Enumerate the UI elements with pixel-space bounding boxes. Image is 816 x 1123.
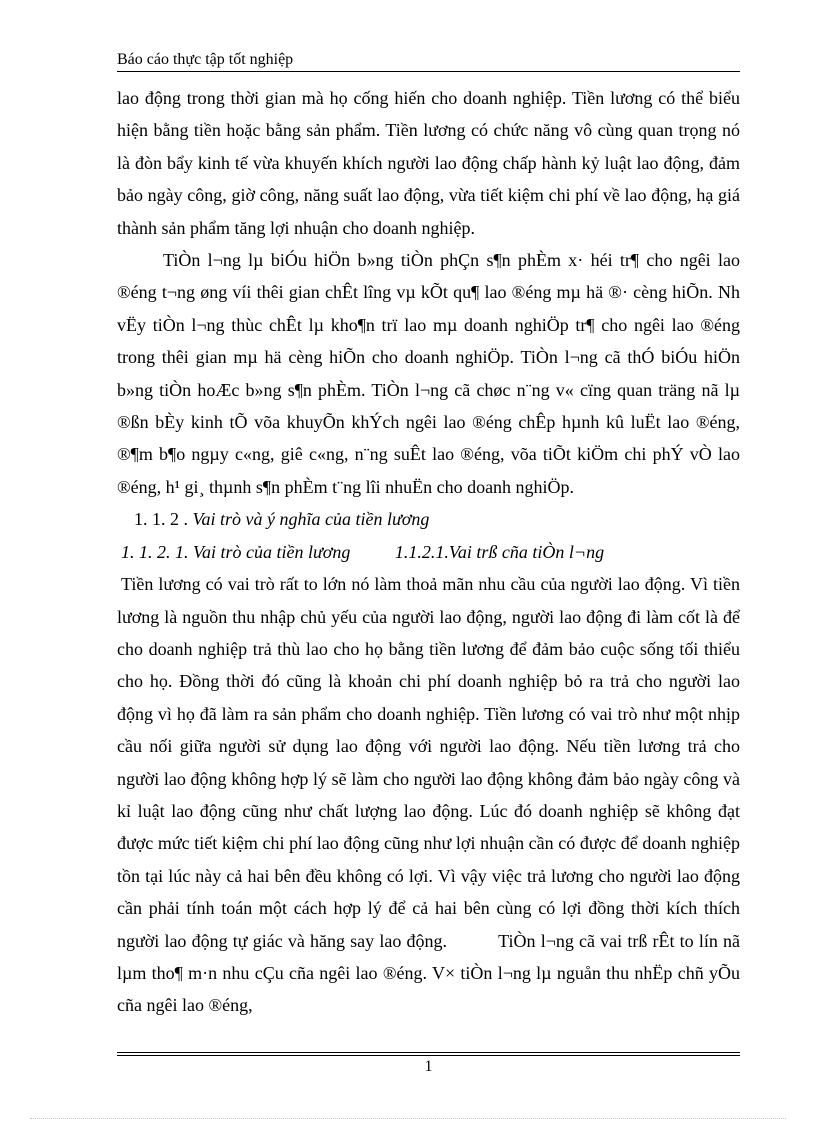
page-header-title: Báo cáo thực tập tốt nghiệp: [117, 51, 294, 68]
footer-divider-bottom: [117, 1055, 740, 1056]
paragraph-legacy-encoding: TiÒn l¬ng lµ biÓu hiÖn b»ng tiÒn phÇn s¶n phÈm x· héi tr¶ cho ngêi lao ®éng t¬ng øng víi thêi gian chÊt lîng vµ kÕt qu¶ lao ®éng mµ hä ®· cèng hiÕn. Nh vËy tiÒn l¬ng thùc chÊt lµ kho¶n trï lao mµ doanh nghiÖp tr¶ cho ngêi lao ®éng trong thêi gian mµ hä cèng hiÕn cho doanh nghiÖp. TiÒn l¬ng cã thÓ biÓu hiÖn b»ng tiÒn hoÆc b»ng s¶n phÈm. TiÒn l¬ng cã chøc n¨ng v« cïng quan träng nã lµ ®ßn bÈy kinh tÕ võa khuyÕn khÝch ngêi lao ®éng chÊp hµnh kû luËt lao ®éng, ®¶m b¶o ngµy c«ng, giê c«ng, n¨ng suÊt lao ®éng, võa tiÕt kiÖm chi phÝ vÒ lao ®éng, h¹ gi¸ thµnh s¶n phÈm t¨ng lîi nhuËn cho doanh nghiÖp.: [117, 250, 740, 497]
subsection-heading-legacy: 1.1.2.1.Vai trß cña tiÒn l¬ng: [394, 541, 605, 562]
footer-divider-top: [117, 1052, 740, 1053]
paragraph-role-legacy-tail: TiÒn l¬ng cã vai trß rÊt to lín nã lµm tho¶ m·n nhu cÇu cña ngêi lao ®éng. V× tiÒn l¬ng lµ nguån thu nhËp chñ yÕu cña ngêi lao ®éng,: [117, 930, 740, 1016]
paragraph-intro: lao động trong thời gian mà họ cống hiến cho doanh nghiệp. Tiền lương có thể biểu hiện bằng tiền hoặc bằng sản phẩm. Tiền lương có chức năng vô cùng quan trọng nó là đòn bẩy kinh tế vừa khuyến khích người lao động chấp hành kỷ luật lao động, đảm bảo ngày công, giờ công, năng suất lao động, vừa tiết kiệm chi phí về lao động, hạ giá thành sản phẩm tăng lợi nhuận cho doanh nghiệp.: [117, 88, 740, 238]
header-divider: [117, 71, 740, 72]
section-heading-number: 1. 1. 2 .: [134, 509, 188, 530]
subsection-heading: [117, 536, 740, 568]
section-heading-title: Vai trò và ý nghĩa của tiền lương: [192, 509, 430, 530]
paragraph-role-of-wages: [117, 568, 740, 1022]
paragraph-role-text: Tiền lương có vai trò rất to lớn nó làm thoả mãn nhu cầu của người lao động. Vì tiền lương là nguồn thu nhập chủ yếu của người lao động, người lao động đi làm cốt là để cho doanh nghiệp trả thù lao cho họ bằng tiền lương để đảm bảo cuộc sống tối thiểu cho họ. Đồng thời đó cũng là khoản chi phí doanh nghiệp bỏ ra trả cho người lao động vì họ đã làm ra sản phẩm cho doanh nghiệp. Tiền lương có vai trò như một nhịp cầu nối giữa người sử dụng lao động với người lao động. Nếu tiền lương trả cho người lao động không hợp lý sẽ làm cho người lao động không đảm bảo ngày công và kỉ luật lao động cũng như chất lượng lao động. Lúc đó doanh nghiệp sẽ không đạt được mức tiết kiệm chi phí lao động cũng như lợi nhuận cần có được để doanh nghiệp tồn tại lúc này cả hai bên đều không có lợi. Vì vậy việc trả lương cho người lao động cần phải tính toán một cách hợp lý để cả hai bên cùng có lợi đồng thời kích thích người lao động tự giác và hăng say lao động.: [117, 574, 740, 951]
page-number: 1: [424, 1058, 433, 1075]
document-body: [117, 82, 740, 1022]
section-heading: [117, 503, 740, 535]
subsection-heading-unicode: 1. 1. 2. 1. Vai trò của tiền lương: [121, 541, 351, 562]
page-bottom-edge: [30, 1118, 786, 1119]
